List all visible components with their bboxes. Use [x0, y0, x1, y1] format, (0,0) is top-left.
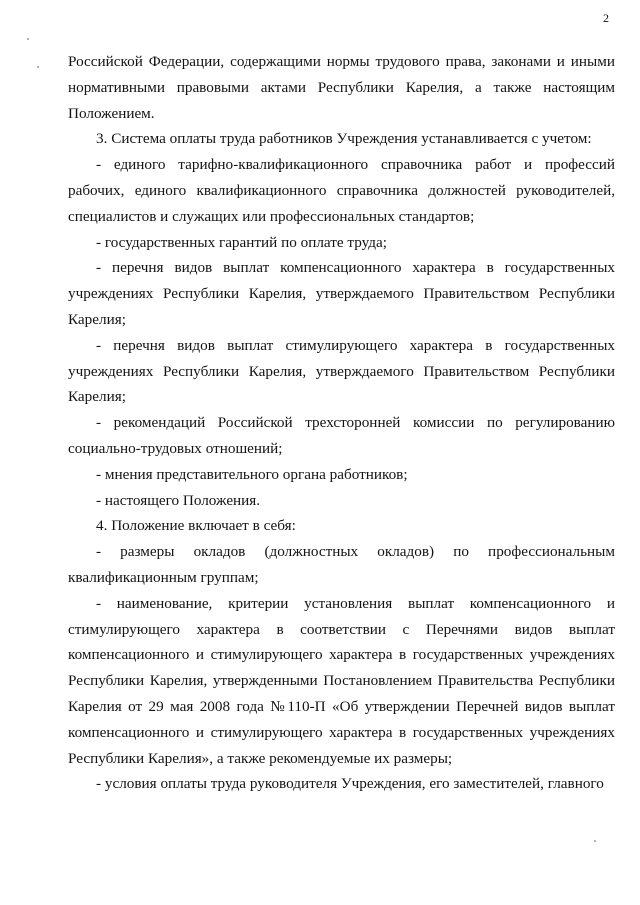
paragraph: 3. Система оплаты труда работников Учреждения устанавливается с учетом: [96, 130, 592, 148]
list-item: - единого тарифно-квалификационного справочника работ и профессий рабочих, единого квалификационного справочника должностей руководителей, специалистов и служащих или профессиональных стандартов; [68, 156, 615, 225]
list-item: - перечня видов выплат стимулирующего характера в государственных учреждениях Республики Карелия, утверждаемого Правительством Республики Карелия; [68, 336, 615, 406]
list-item: - мнения представительного органа работников; [96, 465, 408, 483]
scan-speck [27, 38, 29, 40]
scan-speck [594, 840, 596, 842]
list-item: - размеры окладов (должностных окладов) по профессиональным квалификационным группам; [68, 543, 615, 586]
list-item: - государственных гарантий по оплате труда; [96, 233, 387, 251]
list-item: - рекомендаций Российской трехсторонней комиссии по регулированию социально-трудовых отношений; [68, 414, 615, 457]
document-body [68, 49, 615, 797]
paragraph: Российской Федерации, содержащими нормы трудового права, законами и иными нормативными правовыми актами Республики Карелия, а также настоящим Положением. [68, 53, 615, 122]
list-item: - наименование, критерии установления выплат компенсационного и стимулирующего характера в соответствии с Перечнями видов выплат компенсационного и стимулирующего характера в государственных учреждениях Республики Карелия, утвержденными Постановлением Правительства Республики Карелия от 29 мая 2008 года №110-П «Об утверждении Перечней видов выплат компенсационного и стимулирующего характера в государственных учреждениях Республики Карелия», а также рекомендуемые их размеры; [68, 594, 615, 767]
list-item: - настоящего Положения. [96, 491, 261, 509]
paragraph: 4. Положение включает в себя: [96, 517, 296, 535]
list-item: - условия оплаты труда руководителя Учреждения, его заместителей, главного [96, 775, 604, 793]
page-number: 2 [603, 11, 609, 25]
scan-speck [37, 66, 39, 68]
list-item: - перечня видов выплат компенсационного характера в государственных учреждениях Республики Карелия, утверждаемого Правительством Республики Карелия; [68, 259, 615, 328]
